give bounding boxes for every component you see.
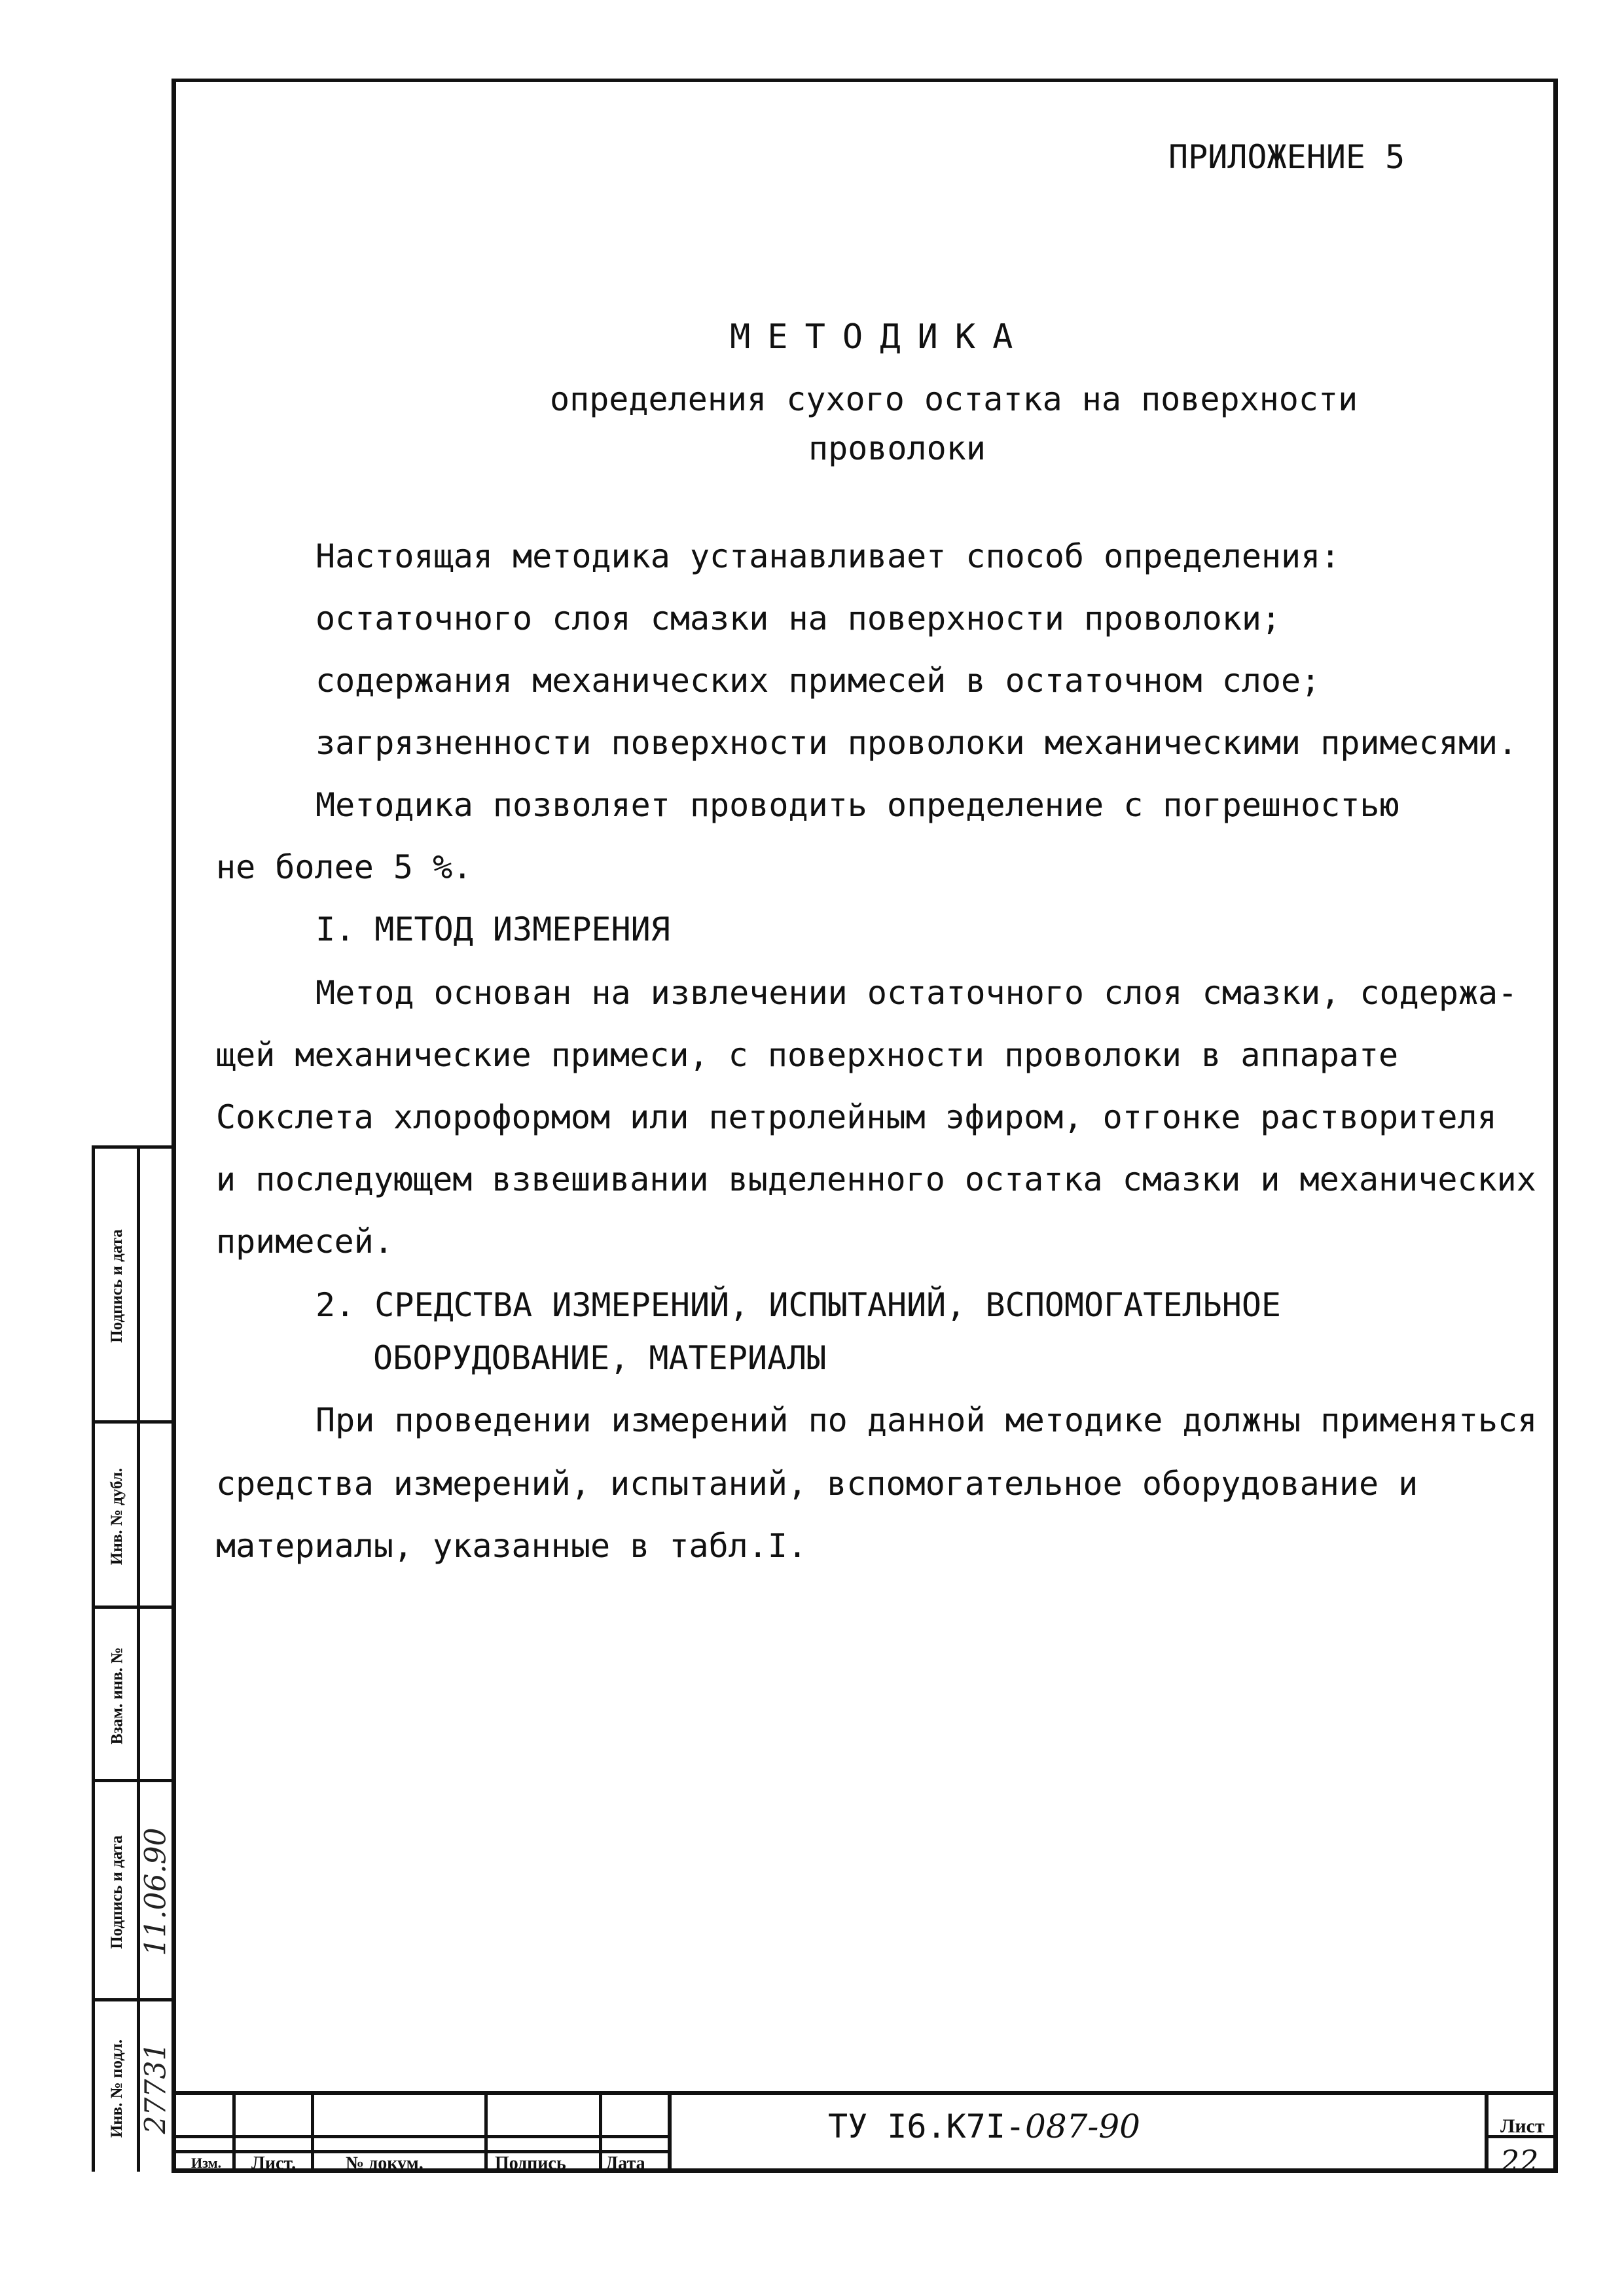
intro-line: Методика позволяет проводить определение с погрешностью: [316, 786, 1399, 824]
title-block-rule: [311, 2091, 314, 2173]
intro-line: Настоящая методика устанавливает способ определения:: [316, 537, 1341, 575]
date-label: Дата: [605, 2153, 645, 2174]
handwritten-inventory-number: 27731: [139, 2042, 173, 2134]
stamp-cell-orig-no: [95, 2001, 171, 2175]
document-code-typed: ТУ I6.К7I-: [828, 2108, 1026, 2145]
document-subtitle-line2: проволоки: [808, 429, 986, 467]
section1-line: примесей.: [216, 1223, 393, 1261]
document-code-handwritten: 087-90: [1025, 2108, 1140, 2145]
sheet-number: 22: [1500, 2144, 1539, 2179]
stamp-label: Подпись и дата: [108, 1229, 126, 1343]
stamp-cell-signature: [95, 1782, 171, 2001]
title-block-rule: [171, 2135, 669, 2138]
document-subtitle-line1: определения сухого остатка на поверхности: [550, 380, 1358, 418]
title-block-rule: [1485, 2091, 1489, 2173]
section2-heading-cont: ОБОРУДОВАНИЕ, МАТЕРИАЛЫ: [373, 1339, 827, 1377]
list-label: Лист.: [251, 2153, 297, 2174]
approval-stamp-column: [92, 1145, 171, 2172]
intro-line: содержания механических примесей в остаточном слое;: [316, 662, 1321, 700]
section1-line: Метод основан на извлечении остаточного слоя смазки, содержа-: [316, 974, 1518, 1012]
section2-heading: 2. СРЕДСТВА ИЗМЕРЕНИЙ, ИСПЫТАНИЙ, ВСПОМОГАТЕЛЬНОЕ: [316, 1286, 1282, 1324]
stamp-cell-dup-no: [95, 1424, 171, 1609]
document-title: МЕТОДИКА: [730, 317, 1030, 357]
sheet-label: Лист: [1500, 2115, 1545, 2137]
stamp-label: Подпись и дата: [108, 1835, 126, 1949]
section1-heading: I. МЕТОД ИЗМЕРЕНИЯ: [316, 910, 670, 948]
stamp-label: Взам. инв. №: [108, 1647, 126, 1744]
title-block-rule: [484, 2091, 488, 2173]
stamp-cell-signature-top: [95, 1149, 171, 1424]
izm-label: Изм.: [191, 2155, 222, 2171]
section1-line: щей механические примеси, с поверхности проволоки в аппарате: [216, 1036, 1399, 1074]
handwritten-date: 11.06.90: [139, 1827, 173, 1956]
section2-line: средства измерений, испытаний, вспомогательное оборудование и: [216, 1465, 1418, 1503]
intro-line: загрязненности поверхности проволоки механическими примесями.: [316, 724, 1518, 762]
signature-label: Подпись: [495, 2153, 566, 2174]
stamp-label: Инв. № подл.: [108, 2039, 126, 2138]
intro-line: остаточного слоя смазки на поверхности проволоки;: [316, 600, 1282, 637]
stamp-cell-repl-no: [95, 1609, 171, 1782]
section1-line: и последующем взвешивании выделенного остатка смазки и механических: [216, 1160, 1536, 1198]
stamp-label: Инв. № дубл.: [108, 1467, 126, 1565]
intro-line: не более 5 %.: [216, 848, 473, 886]
section2-line: При проведении измерений по данной методике должны применяться: [316, 1401, 1538, 1439]
document-code: [828, 2108, 1140, 2145]
doc-no-label: № докум.: [346, 2153, 424, 2174]
section2-line: материалы, указанные в табл.I.: [216, 1527, 808, 1565]
appendix-label: ПРИЛОЖЕНИЕ 5: [1168, 138, 1405, 176]
section1-line: Сокслета хлороформом или петролейным эфиром, отгонке растворителя: [216, 1098, 1497, 1136]
title-block-rule: [232, 2091, 236, 2173]
title-block-rule: [599, 2091, 602, 2173]
title-block-rule: [668, 2091, 672, 2173]
